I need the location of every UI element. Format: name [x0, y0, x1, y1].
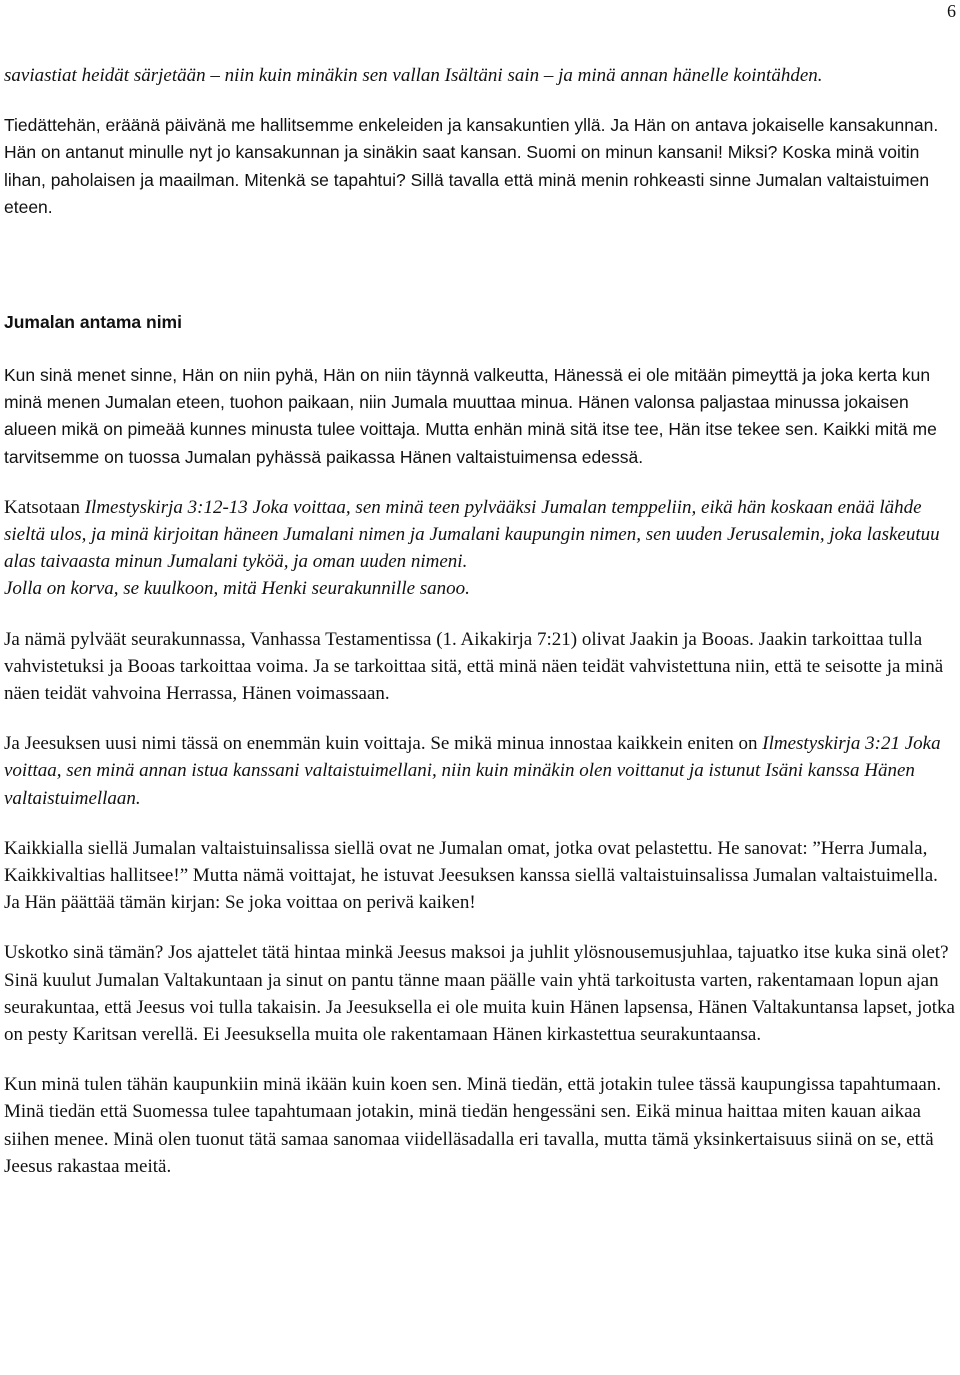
paragraph-5-lead: Ja Jeesuksen uusi nimi tässä on enemmän kuin voittaja. Se mikä minua innostaa kaikkein eniten on — [4, 733, 763, 755]
paragraph-4: Ja nämä pylväät seurakunnassa, Vanhassa Testamentissa (1. Aikakirja 7:21) olivat Jaakin ja Booas. Jaakin tarkoittaa tulla vahvistetuksi ja Booas tarkoittaa voima. Ja se tarkoittaa sitä, että minä näen teidät vahvistettuna niin, että te seisotte ja minä näen teidät vahvoina Herrassa, Hänen voimassaan. — [4, 628, 944, 705]
paragraph-3-lead: Katsotaan — [4, 496, 85, 518]
paragraph-0: saviastiat heidät särjetään – niin kuin minäkin sen vallan Isältäni sain – ja minä annan hänelle kointähden. — [4, 65, 823, 86]
paragraph-5 — [4, 730, 956, 812]
paragraph-6: Kaikkialla siellä Jumalan valtaistuinsalissa siellä ovat ne Jumalan omat, jotka ovat pelastettu. He sanovat: ”Herra Jumala, Kaikkivaltias hallitsee!” Mutta nämä voittajat, he istuvat Jeesuksen kanssa siellä valtaistuinsalissa Jumalan valtaistuimella. Ja Hän päättää tämän kirjan: Se joka voittaa on perivä kaiken! — [4, 837, 938, 914]
document-body — [4, 62, 956, 1203]
paragraph-1: Tiedättehän, eräänä päivänä me hallitsemme enkeleiden ja kansakuntien yllä. Ja Hän on antava jokaiselle kansakunnan. Hän on antanut minulle nyt jo kansakunnan ja sinäkin saat kansan. Suomi on minun kansani! Miksi? Koska minä voitin lihan, paholaisen ja maailman. Mitenkä se tapahtui? Sillä tavalla että minä menin rohkeasti sinne Jumalan valtaistuimen eteen. — [4, 115, 939, 217]
scripture-quote: Ilmestyskirja 3:12-13 Joka voittaa, sen minä teen pylvääksi Jumalan temppeliin, eikä hän koskaan enää lähde sieltä ulos, ja minä kirjoitan häneen Jumalani nimen ja Jumalani kaupungin nimen, sen uuden Jerusalemin, joka laskeutuu alas taivaasta minun Jumalani tyköä, ja oman uuden nimeni. — [4, 496, 940, 573]
section-heading: Jumalan antama nimi — [4, 312, 182, 333]
paragraph-7: Uskotko sinä tämän? Jos ajattelet tätä hintaa minkä Jeesus maksoi ja juhlit ylösnousemusjuhlaa, tajuatko itse kuka sinä olet? Sinä kuulut Jumalan Valtakuntaan ja sinut on pantu tänne maan päälle vain yhtä tarkoitusta varten, rakentamaan lopun ajan seurakuntaa, että Jeesus voi tulla takaisin. Ja Jeesuksella ei ole muita kuin Hänen lapsensa, Hänen Valtakuntansa lapset, jotka on pesty Karitsan verellä. Ei Jeesuksella muita ole rakentamaan Hänen kirkastettua seurakuntaansa. — [4, 942, 955, 1046]
paragraph-8: Kun minä tulen tähän kaupunkiin minä ikään kuin koen sen. Minä tiedän, että jotakin tulee tässä kaupungissa tapahtumaan. Minä tiedän että Suomessa tulee tapahtumaan jotakin, minä tiedän hengessäni sen. Eikä minua haittaa miten kauan aikaa siihen menee. Minä olen tuonut tätä samaa sanomaa viidelläsadalla eri tavalla, mutta tämä yksinkertaisuus siinä on se, että Jeesus rakastaa meitä. — [4, 1074, 942, 1177]
paragraph-3 — [4, 494, 956, 576]
paragraph-2: Kun sinä menet sinne, Hän on niin pyhä, Hän on niin täynnä valkeutta, Hänessä ei ole mitään pimeyttä ja joka kerta kun minä menen Jumalan eteen, tuohon paikaan, niin Jumala muuttaa minua. Hänen valonsa paljastaa minussa jokaisen alueen mikä on pimeää kunnes minusta tulee voittaja. Mutta enhän minä sitä itse tee, Hän itse tekee sen. Kaikki mitä me tarvitsemme on tuossa Jumalan pyhässä paikassa Hänen valtaistuimensa edessä. — [4, 365, 937, 467]
scripture-quote-3: Ilmestyskirja 3:21 Joka voittaa, sen minä annan istua kanssani valtaistuimellani, niin kuin minäkin olen voittanut ja istunut Isäni kanssa Hänen valtaistuimellaan. — [4, 733, 941, 809]
scripture-quote-2: Jolla on korva, se kuulkoon, mitä Henki seurakunnille sanoo. — [4, 578, 470, 600]
page-number: 6 — [947, 1, 956, 21]
